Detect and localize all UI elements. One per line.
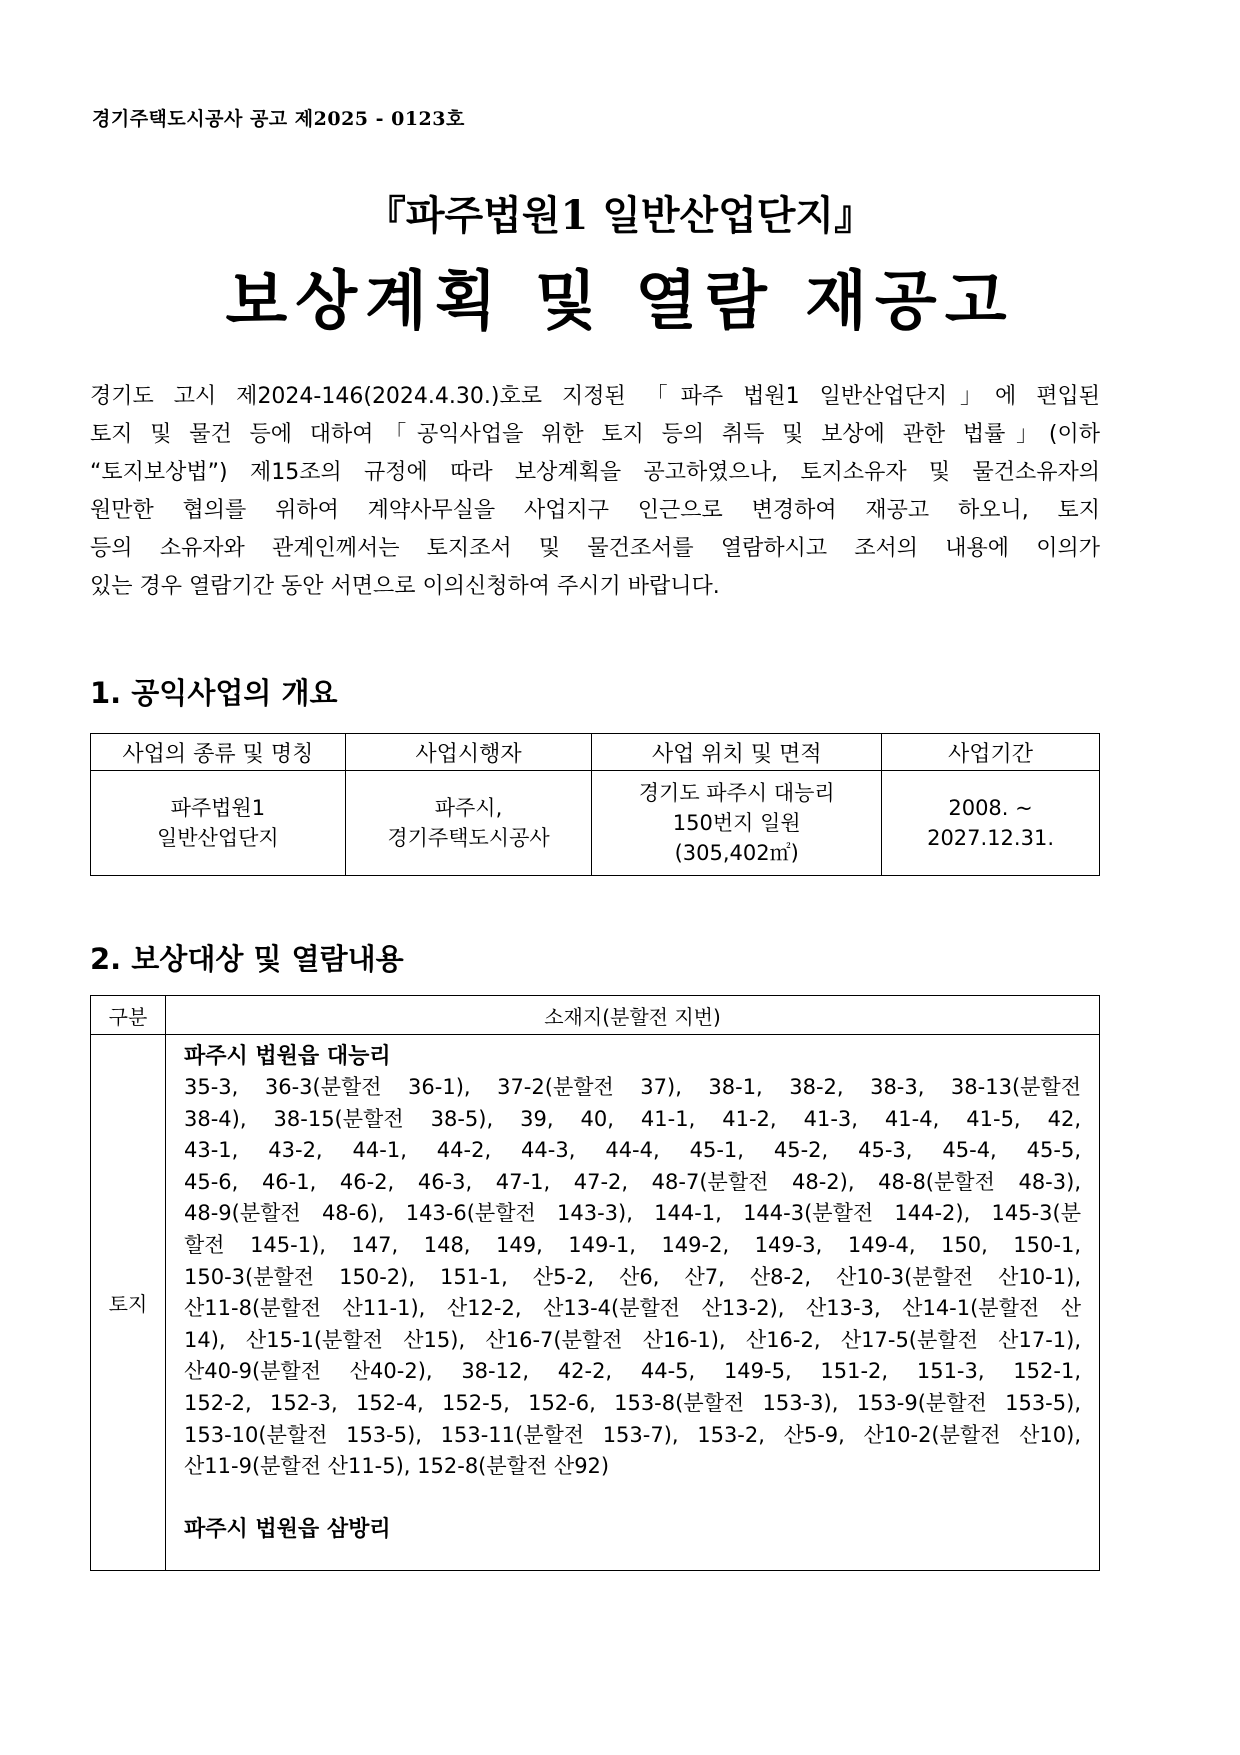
table-header-row	[91, 996, 1100, 1035]
location-heading: 파주시 법원읍 대능리	[184, 1044, 391, 1069]
parcel-line: 산40-9(분할전 산40-2), 38-12, 42-2, 44-5, 149-5, 151-2, 151-3, 152-1,	[184, 1359, 1081, 1384]
parcel-line: 35-3, 36-3(분할전 36-1), 37-2(분할전 37), 38-1, 38-2, 38-3, 38-13(분할전	[184, 1075, 1081, 1099]
location-line: (305,402㎡)	[674, 841, 799, 865]
header-location: 사업 위치 및 면적	[592, 734, 882, 771]
cell-location	[592, 771, 882, 876]
table-row	[91, 1035, 1100, 1571]
parcel-line: 45-6, 46-1, 46-2, 46-3, 47-1, 47-2, 48-7(분할전 48-2), 48-8(분할전 48-3),	[184, 1169, 1081, 1194]
parcel-line: 48-9(분할전 48-6), 143-6(분할전 143-3), 144-1, 144-3(분할전 144-2), 145-3(분	[184, 1201, 1081, 1226]
intro-line: 원만한 협의를 위하여 계약사무실을 사업지구 인근으로 변경하여 재공고 하오니, 토지	[90, 498, 1100, 523]
compensation-target-table	[90, 995, 1100, 1571]
parcel-line: 38-4), 38-15(분할전 38-5), 39, 40, 41-1, 41-2, 41-3, 41-4, 41-5, 42,	[184, 1106, 1081, 1131]
location-heading: 파주시 법원읍 삼방리	[184, 1516, 391, 1542]
intro-paragraph	[90, 378, 1100, 606]
table-row	[91, 771, 1100, 876]
location-line: 150번지 일원	[672, 811, 801, 835]
parcel-line: 43-1, 43-2, 44-1, 44-2, 44-3, 44-4, 45-1, 45-2, 45-3, 45-4, 45-5,	[184, 1138, 1081, 1163]
location-line: 경기도 파주시 대능리	[638, 781, 835, 805]
parcel-line: 152-2, 152-3, 152-4, 152-5, 152-6, 153-8(분할전 153-3), 153-9(분할전 153-5),	[184, 1390, 1081, 1415]
parcel-line: 할전 145-1), 147, 148, 149, 149-1, 149-2, 149-3, 149-4, 150, 150-1,	[184, 1232, 1081, 1257]
header-parcel-location: 소재지(분할전 지번)	[166, 996, 1100, 1035]
category-cell: 토지	[91, 1035, 166, 1571]
table-header-row	[91, 734, 1100, 771]
header-operator: 사업시행자	[345, 734, 592, 771]
project-name-line: 파주법원1	[170, 796, 266, 820]
notice-number: 경기주택도시공사 공고 제2025 - 0123호	[92, 108, 465, 130]
project-overview-table	[90, 733, 1100, 876]
parcel-line: 14), 산15-1(분할전 산15), 산16-7(분할전 산16-1), 산16-2, 산17-5(분할전 산17-1),	[184, 1327, 1081, 1352]
page-title: 보상계획 및 열람 재공고	[225, 264, 1015, 339]
parcel-list-cell	[166, 1035, 1100, 1571]
spacer	[184, 1483, 1081, 1514]
cell-operator	[345, 771, 592, 876]
section2-heading: 2. 보상대상 및 열람내용	[90, 942, 404, 976]
header-project-name: 사업의 종류 및 명칭	[91, 734, 346, 771]
cell-project-name	[91, 771, 346, 876]
title-subtitle: 『파주법원1 일반산업단지』	[365, 192, 875, 239]
intro-line: 토지 및 물건 등에 대하여「공익사업을 위한 토지 등의 취득 및 보상에 관한 법률」(이하	[90, 422, 1100, 447]
parcel-line: 산11-8(분할전 산11-1), 산12-2, 산13-4(분할전 산13-2), 산13-3, 산14-1(분할전 산	[184, 1296, 1081, 1321]
intro-line: 경기도 고시 제2024-146(2024.4.30.)호로 지정된 「파주 법원1 일반산업단지」에 편입된	[90, 384, 1100, 409]
parcel-line: 153-10(분할전 153-5), 153-11(분할전 153-7), 153-2, 산5-9, 산10-2(분할전 산10),	[184, 1422, 1081, 1447]
intro-line: 있는 경우 열람기간 동안 서면으로 이의신청하여 주시기 바랍니다.	[90, 574, 720, 599]
parcel-line: 산11-9(분할전 산11-5), 152-8(분할전 산92)	[184, 1454, 610, 1479]
parcel-list	[184, 1072, 1081, 1483]
cell-period: 2008. ~ 2027.12.31.	[882, 771, 1100, 876]
section1-heading: 1. 공익사업의 개요	[90, 676, 338, 710]
intro-line: 등의 소유자와 관계인께서는 토지조서 및 물건조서를 열람하시고 조서의 내용에 이의가	[90, 536, 1100, 561]
parcel-line: 150-3(분할전 150-2), 151-1, 산5-2, 산6, 산7, 산8-2, 산10-3(분할전 산10-1),	[184, 1264, 1081, 1289]
operator-line: 경기주택도시공사	[387, 826, 550, 850]
operator-line: 파주시,	[434, 796, 503, 820]
header-period: 사업기간	[882, 734, 1100, 771]
header-category: 구분	[91, 996, 166, 1035]
project-name-line: 일반산업단지	[156, 826, 279, 850]
intro-line: “토지보상법”) 제15조의 규정에 따라 보상계획을 공고하였으나, 토지소유자 및 물건소유자의	[90, 460, 1100, 485]
